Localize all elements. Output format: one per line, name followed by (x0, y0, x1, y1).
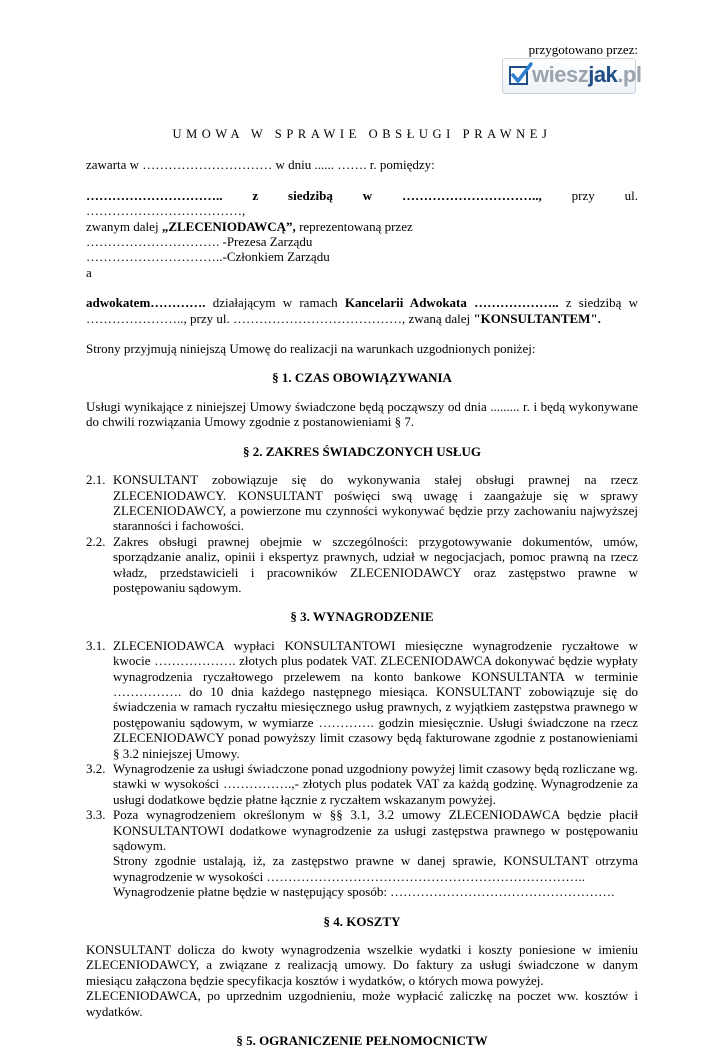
party-1-board-member: …………………………..-Członkiem Zarządu (86, 249, 330, 265)
clause-text: Strony zgodnie ustalają, iż, za zastępstwo prawne w danej sprawie, KONSULTANT otrzyma wynagrodzenie w wysokości ……………………………………………………………….. (113, 853, 638, 884)
party-1-president: …………………………. -Prezesa Zarządu (86, 234, 313, 250)
logo-text-pl: .pl (617, 62, 642, 87)
party-1-called: zwanym dalej (86, 218, 162, 234)
party-1-represented: reprezentowaną przez (295, 218, 413, 234)
clause-2-1 (86, 472, 638, 534)
clause-2-2 (86, 534, 638, 596)
intro-line: zawarta w ………………………… w dniu ...... ……. r. pomiędzy: (86, 157, 435, 173)
clause-text: Zakres obsługi prawnej obejmie w szczególności: przygotowywanie dokumentów, umów, sporządzanie analiz, opinii i ekspertyz prawnych, udział w negocjacjach, pomoc prawną na rzecz władz, przedstawicieli i pracowników ZLECENIODAWCY oraz zastępstwo prawne w postępowaniu sądowym. (113, 533, 638, 595)
parties-agreement: Strony przyjmują niniejszą Umowę do realizacji na warunkach uzgodnionych poniżej: (86, 341, 536, 357)
clause-3-3-extra (86, 853, 638, 884)
section-3-heading: § 3. WYNAGRODZENIE (290, 609, 434, 625)
clause-number: 3.2. (86, 761, 106, 776)
party-2-office: Kancelarii Adwokata ……………….. (344, 295, 559, 311)
clause-number: 3.1. (86, 637, 106, 653)
party-2-role: "KONSULTANTEM". (473, 310, 601, 326)
section-4-text-1: KONSULTANT dolicza do kwoty wynagrodzenia wszelkie wydatki i koszty poniesione w imieniu ZLECENIODAWCY, a związane z realizacją umowy. Do faktury za usługi świadczone w danym miesiącu załączona będzie specyfikacja kosztów i wydatków, o których mowa powyżej. (86, 942, 638, 988)
clause-number: 3.3. (86, 807, 106, 823)
clause-text: Wynagrodzenie płatne będzie w następujący sposób: ……………………………………………. (113, 884, 615, 900)
checkbox-check-icon (508, 62, 534, 88)
clause-3-3 (86, 807, 638, 853)
logo-text-jak: jak (588, 62, 618, 87)
section-4-heading: § 4. KOSZTY (323, 913, 401, 929)
clause-number: 2.2. (86, 533, 106, 549)
conjunction-a: a (86, 264, 92, 280)
wieszjak-logo (502, 58, 642, 94)
logo-text-wiesz: wiesz (532, 62, 589, 87)
clause-number: 2.1. (86, 472, 106, 488)
party-1-role: „ZLECENIODAWCĄ”, (161, 218, 296, 234)
clause-text: Poza wynagrodzeniem określonym w §§ 3.1, 3.2 umowy ZLECENIODAWCA będzie płacił KONSULTANTOWI dodatkowe wynagrodzenie za usługi zastępstwa prawnego w postępowaniu sądowym. (113, 807, 638, 854)
document-body (86, 120, 638, 1062)
clause-text: KONSULTANT zobowiązuje się do wykonywania stałej obsługi prawnej na rzecz ZLECENIODAWCY. KONSULTANT poświęci swą uwagę i zaangażuje się w sprawy ZLECENIODAWCY, a powierzone mu czynności wykonywać będzie przy zachowaniu najwyższej staranności i fachowości. (113, 472, 638, 534)
party-1-paragraph (86, 188, 638, 280)
clause-3-2 (86, 761, 638, 807)
section-1-heading: § 1. CZAS OBOWIĄZYWANIA (272, 370, 452, 386)
clause-text: ZLECENIODAWCA wypłaci KONSULTANTOWI miesięczne wynagrodzenie ryczałtowe w kwocie ………………. złotych plus podatek VAT. ZLECENIODAWCA dokonywać będzie wypłaty wynagrodzenia ryczałtowego przelewem na konto bankowe KONSULTANTA w terminie ……………. do 10 dnia każdego następnego miesiąca. KONSULTANT zobowiązuje się do świadczenia w ramach ryczałtu miesięcznego usług prawnych, z wyjątkiem zastępstwa prawnego w postępowaniu sądowym, w wymiarze …………. godzin miesięcznie. Usługi świadczone na rzecz ZLECENIODAWCY ponad powyższy limit czasowy będą fakturowane zgodnie z postanowieniami § 3.2 niniejszej Umowy. (113, 637, 638, 761)
party-2-acting: działającym w ramach (205, 295, 345, 311)
party-2-lawyer: adwokatem…………. (86, 295, 206, 311)
party-1-company: ………………………….. z siedzibą w ………………………….., (86, 187, 542, 203)
prepared-by-label: przygotowano przez: (528, 42, 638, 57)
party-2-address: z siedzibą w ………………….., przy ul. …………………………………, zwaną dalej (86, 295, 638, 326)
clause-3-1 (86, 638, 638, 761)
section-4-text-2: ZLECENIODAWCA, po uprzednim uzgodnieniu, może wypłacić zaliczkę na poczet ww. kosztów i wydatków. (86, 988, 638, 1019)
document-title: UMOWA W SPRAWIE OBSŁUGI PRAWNEJ (172, 127, 552, 141)
section-5-heading: § 5. OGRANICZENIE PEŁNOMOCNICTW (236, 1033, 488, 1049)
clause-text: Wynagrodzenie za usługi świadczone ponad uzgodniony powyżej limit czasowy będą rozliczane wg. stawki w wysokości …………….,- złotych plus podatek VAT za każdą godzinę. Wynagrodzenie za usługi dodatkowe będzie płatne łącznie z ryczałtem wskazanym powyżej. (113, 761, 638, 807)
section-2-heading: § 2. ZAKRES ŚWIADCZONYCH USŁUG (242, 443, 481, 459)
section-1-text: Usługi wynikające z niniejszej Umowy świadczone będą począwszy od dnia ......... r. i będą wykonywane do chwili rozwiązania Umowy zgodnie z postanowieniami § 7. (86, 398, 638, 430)
logo-text (532, 62, 641, 88)
party-2-paragraph (86, 295, 638, 326)
clause-3-3-payment (86, 884, 638, 899)
party-1-address: przy ul. ………………………………, (86, 187, 638, 219)
